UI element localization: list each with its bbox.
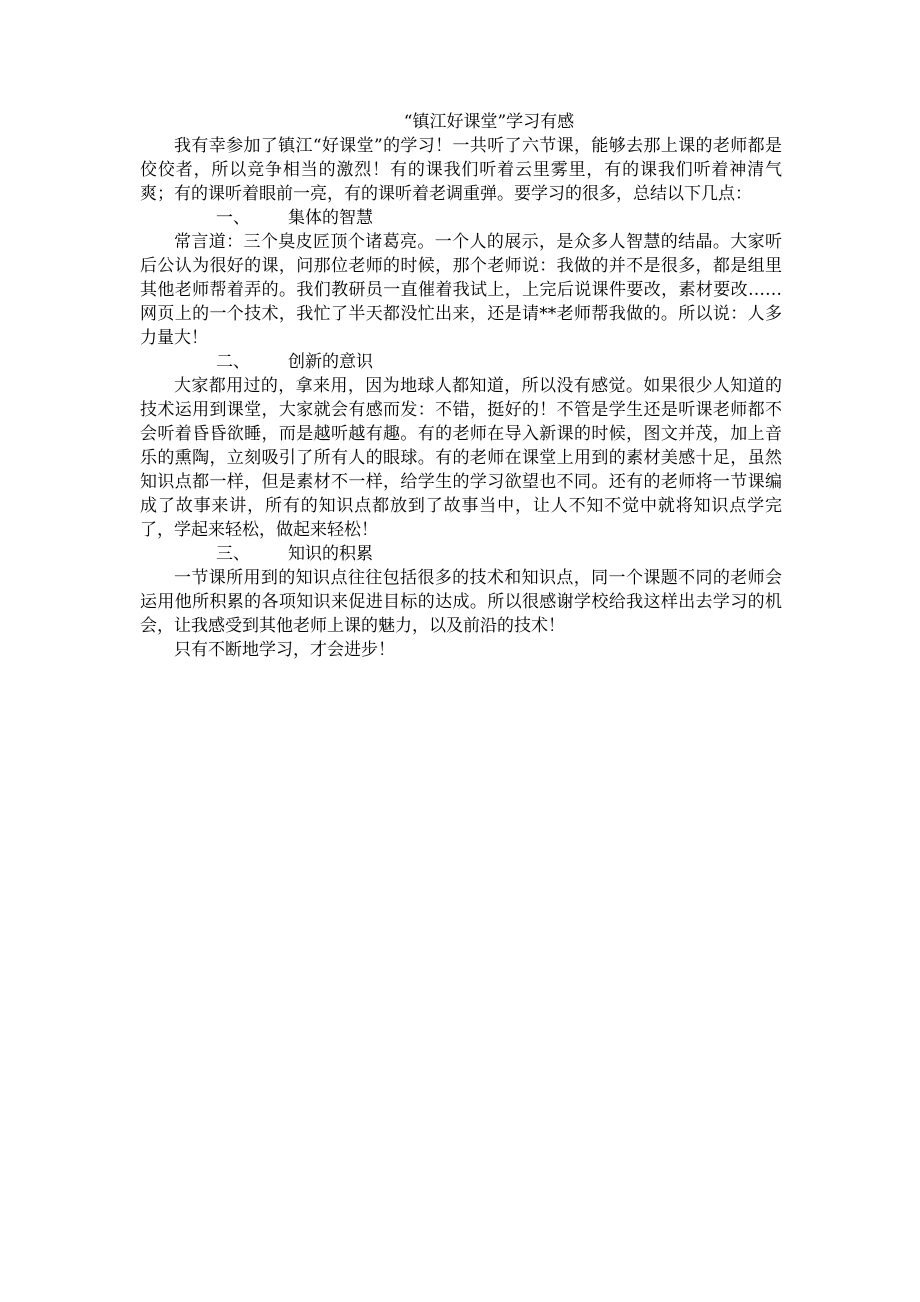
section-title-2: 创新的意识 (288, 352, 373, 372)
section-title-1: 集体的智慧 (288, 208, 373, 228)
document-title: “镇江好课堂”学习有感 (403, 112, 575, 132)
document-page (140, 110, 782, 662)
section-title-3: 知识的积累 (288, 544, 373, 564)
section-heading-3 (140, 542, 782, 566)
closing-paragraph: 只有不断地学习，才会进步！ (174, 640, 395, 660)
section-body-3: 一节课所用到的知识点往往包括很多的技术和知识点，同一个课题不同的老师会运用他所积累的各项知识来促进目标的达成。所以很感谢学校给我这样出去学习的机会，让我感受到其他老师上课的魅力，以及前沿的技术！ (140, 568, 782, 636)
section-number-1: 一、 (216, 208, 250, 228)
section-heading-2 (140, 350, 782, 374)
section-body-1: 常言道：三个臭皮匠顶个诸葛亮。一个人的展示，是众多人智慧的结晶。大家听后公认为很好的课，问那位老师的时候，那个老师说：我做的并不是很多，都是组里其他老师帮着弄的。我们教研员一直催着我试上，上完后说课件要改，素材要改……网页上的一个技术，我忙了半天都没忙出来，还是请**老师帮我做的。所以说：人多力量大！ (140, 232, 782, 348)
section-number-3: 三、 (216, 544, 250, 564)
section-heading-1 (140, 206, 782, 230)
section-body-2: 大家都用过的，拿来用，因为地球人都知道，所以没有感觉。如果很少人知道的技术运用到课堂，大家就会有感而发：不错，挺好的！不管是学生还是听课老师都不会听着昏昏欲睡，而是越听越有趣。有的老师在导入新课的时候，图文并茂，加上音乐的熏陶，立刻吸引了所有人的眼球。有的老师在课堂上用到的素材美感十足，虽然知识点都一样，但是素材不一样，给学生的学习欲望也不同。还有的老师将一节课编成了故事来讲，所有的知识点都放到了故事当中，让人不知不觉中就将知识点学完了，学起来轻松，做起来轻松！ (140, 376, 782, 540)
intro-paragraph: 我有幸参加了镇江“好课堂”的学习！一共听了六节课，能够去那上课的老师都是佼佼者，所以竞争相当的激烈！有的课我们听着云里雾里，有的课我们听着神清气爽；有的课听着眼前一亮，有的课听着老调重弹。要学习的很多，总结以下几点： (140, 136, 782, 204)
section-number-2: 二、 (216, 352, 250, 372)
